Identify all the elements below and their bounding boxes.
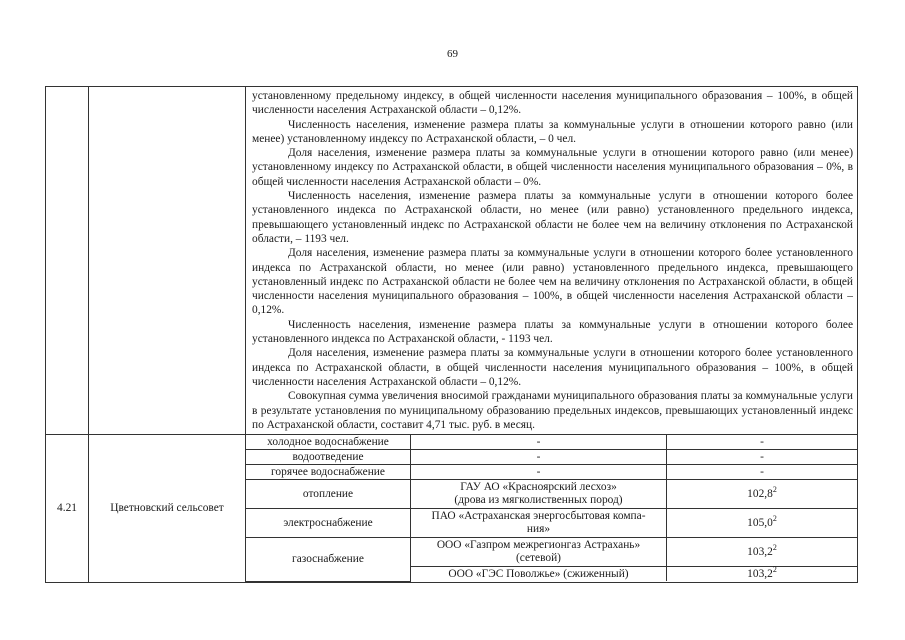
service-row-gas-network [246,538,857,567]
paragraph: Доля населения, изменение размера платы за коммунальные услуги в отношении которого более установленного индекса по Астраханской области, но менее (или равно) установленного предельного индекса, превышающего установленный индекс по Астраханской области не более чем на величину отклонения по Астраханской области, в общей численности населения муниципального образования – 100%, в общей численности населения Астраханской области – 0,12%. [252,247,853,317]
provider-line: (дрова из мягколиственных пород) [454,494,623,507]
service-provider: - [411,465,667,480]
service-provider: - [411,435,667,450]
provider-line: ния» [526,523,551,536]
services-table [246,435,857,582]
service-index: - [667,450,858,465]
service-row-cold-water [246,435,857,450]
service-provider: - [411,450,667,465]
entry-number: 4.21 [46,435,89,583]
index-value: 103,2 [747,545,773,558]
service-row-hot-water [246,465,857,480]
paragraph: Численность населения, изменение размера платы за коммунальные услуги в отношении которого более установленного индекса по Астраханской области, но менее (или равно) установленного предельного индекса, превышающего установленный индекс по Астраханской области не более чем на величину отклонения по Астраханской области, – 1193 чел. [252,190,853,245]
provider-line: ПАО «Астраханская энергосбытовая компа- [431,510,646,523]
service-provider [411,509,667,538]
paragraph: Численность населения, изменение размера платы за коммунальные услуги в отношении которого более установленного индекса по Астраханской области, - 1193 чел. [252,318,853,346]
provider-line: ООО «Газпром межрегионгаз Астрахань» [436,539,641,552]
index-footnote: 2 [772,564,777,574]
continuation-text-cell [246,87,858,435]
index-value: 102,8 [747,487,773,500]
service-row-heating [246,480,857,509]
service-index [667,564,858,582]
index-footnote: 2 [772,484,777,494]
service-index [667,538,858,567]
index-footnote: 2 [772,542,777,552]
service-index: - [667,435,858,450]
paragraph: установленному предельному индексу, в общей численности населения муниципального образования – 100%, в общей численности населения Астраханской области – 0,12%. [252,90,853,117]
service-name: водоотведение [246,450,411,465]
service-index [667,480,858,509]
provider-line: ГАУ АО «Красноярский лесхоз» [460,481,617,494]
service-provider [411,480,667,509]
index-footnote: 2 [772,513,777,523]
entry-row-4-21 [46,435,858,583]
service-row-sewerage [246,450,857,465]
paragraph: Численность населения, изменение размера платы за коммунальные услуги в отношении которого равно (или менее) установленному индексу по Астраханской области, – 0 чел. [252,118,853,145]
service-name: горячее водоснабжение [246,465,411,480]
service-name: холодное водоснабжение [246,435,411,450]
paragraph: Доля населения, изменение размера платы за коммунальные услуги в отношении которого более установленного индекса по Астраханской области, в общей численности населения муниципального образования – 100%, в общей численности населения Астраханской области – 0,12%. [252,347,853,388]
service-name: отопление [246,480,411,509]
service-index [667,509,858,538]
paragraph: Доля населения, изменение размера платы за коммунальные услуги в отношении которого равно (или менее) установленному индексу по Астраханской области, в общей численности населения муниципального образования – 0%, в общей численности населения Астраханской области – 0%. [252,147,853,188]
service-provider: ООО «ГЭС Поволжье» (сжиженный) [411,567,667,582]
paragraph: Совокупная сумма увеличения вносимой гражданами муниципального образования платы за коммунальные услуги в результате установления по муниципальному образованию предельных индексов, превышающих установленный индекс по Астраханской области, составит 4,71 тыс. руб. в месяц. [252,390,853,431]
service-name: газоснабжение [246,538,411,582]
municipality-name: Цветновский сельсовет [89,435,246,583]
empty-name-cell [89,87,246,435]
service-name: электроснабжение [246,509,411,538]
index-value: 103,2 [747,567,773,580]
service-index: - [667,465,858,480]
empty-number-cell [46,87,89,435]
tariff-table [45,86,858,583]
service-provider [411,538,667,567]
services-cell [246,435,858,583]
index-value: 105,0 [747,516,773,529]
continuation-row [46,87,858,435]
service-row-electricity [246,509,857,538]
page-number: 69 [447,48,458,60]
provider-line: (сетевой) [516,552,561,565]
